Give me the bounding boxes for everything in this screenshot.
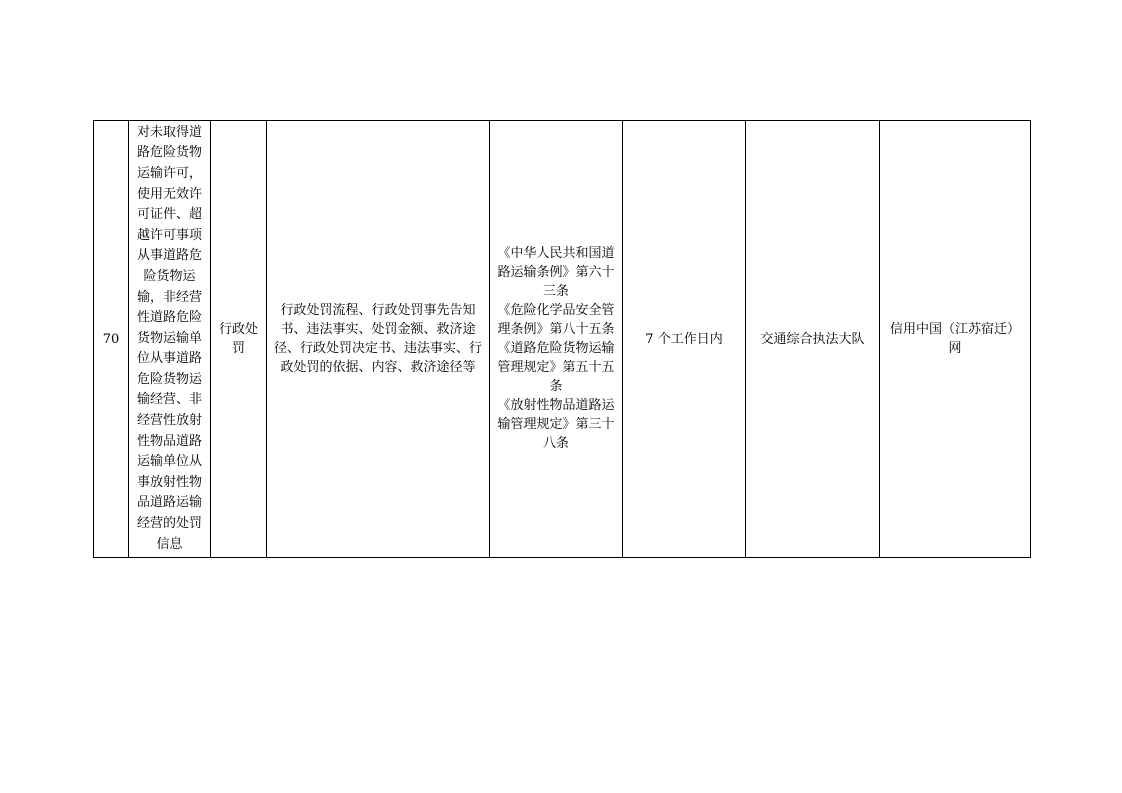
time-limit: 7 个工作日内 bbox=[645, 331, 723, 347]
channel-cell bbox=[880, 121, 1031, 558]
legal-basis-cell bbox=[490, 121, 623, 558]
disclosure-table bbox=[93, 120, 1031, 558]
department-cell bbox=[746, 121, 880, 558]
item-type: 行政处罚 bbox=[218, 322, 258, 356]
legal-basis: 《中华人民共和国道路运输条例》第六十三条 《危险化学品安全管理条例》第八十五条 《道路危险货物运输管理规定》第五十五条 《放射性物品道路运输管理规定》第三十八条 bbox=[497, 246, 615, 451]
department: 交通综合执法大队 bbox=[760, 331, 865, 347]
disclosure-content-cell bbox=[267, 121, 490, 558]
table-row bbox=[94, 121, 1031, 558]
item-number-cell bbox=[94, 121, 129, 558]
item-type-cell bbox=[211, 121, 267, 558]
item-description: 对未取得道路危险货物运输许可，使用无效许可证件、超越许可事项从事道路危险货物运输，非经营性道路危险货物运输单位从事道路危险货物运输经营、非经营性放射性物品道路运输单位从事放射性物品道路运输经营的处罚信息 bbox=[136, 124, 202, 552]
item-number: 70 bbox=[102, 331, 120, 347]
disclosure-content: 行政处罚流程、行政处罚事先告知书、违法事实、处罚金额、救济途径、行政处罚决定书、违法事实、行政处罚的依据、内容、救济途径等 bbox=[273, 303, 482, 375]
disclosure-channel: 信用中国（江苏宿迁）网 bbox=[889, 322, 1020, 356]
time-limit-cell bbox=[623, 121, 746, 558]
item-description-cell bbox=[129, 121, 211, 558]
